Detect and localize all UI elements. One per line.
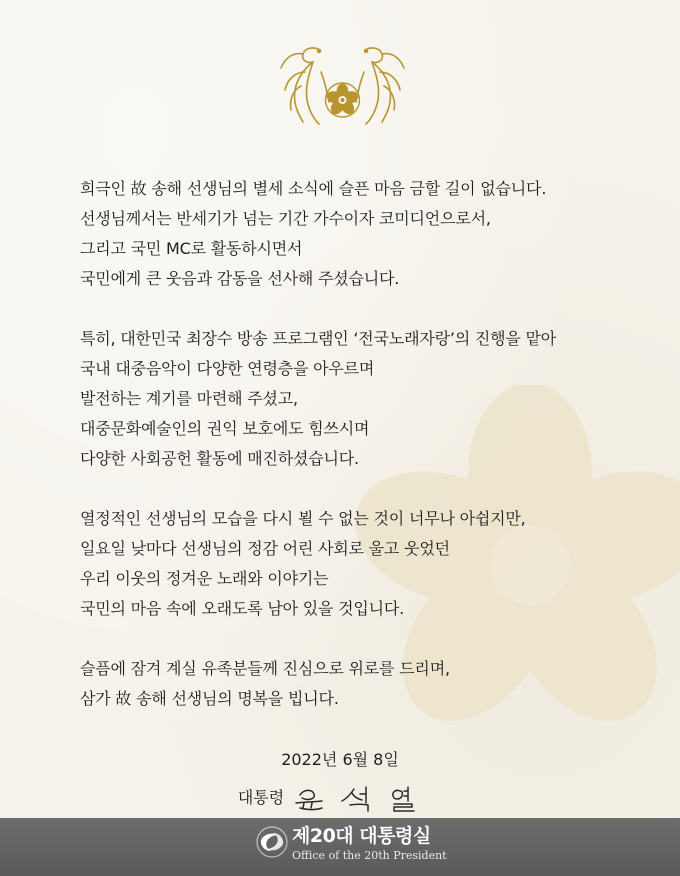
letter-line: 특히, 대한민국 최장수 방송 프로그램인 ‘전국노래자랑’의 진행을 맡아 <box>80 329 557 348</box>
letter-body <box>80 174 640 714</box>
paragraph-2 <box>80 324 640 474</box>
letter-line: 선생님께서는 반세기가 넘는 기간 가수이자 코미디언으로서, <box>80 209 491 228</box>
handwritten-signature <box>292 783 442 813</box>
footer-title: 제20대 대통령실 <box>292 825 431 847</box>
letter-line: 슬픔에 잠겨 계실 유족분들께 진심으로 위로를 드리며, <box>80 659 450 678</box>
letter-line: 국내 대중음악이 다양한 연령층을 아우르며 <box>80 359 375 378</box>
letter-date: 2022년 6월 8일 <box>281 750 399 769</box>
letter-line: 열정적인 선생님의 모습을 다시 뵐 수 없는 것이 너무나 아쉽지만, <box>80 509 526 528</box>
letter-line: 그리고 국민 MC로 활동하시면서 <box>80 239 303 258</box>
paragraph-1 <box>80 174 640 294</box>
signature-block <box>0 784 680 812</box>
letter-line: 다양한 사회공헌 활동에 매진하셨습니다. <box>80 449 359 468</box>
presidential-office-logo-icon <box>256 826 288 858</box>
paragraph-4 <box>80 654 640 714</box>
letter-line: 발전하는 계기를 마련해 주셨고, <box>80 389 298 408</box>
footer-subtitle: Office of the 20th President <box>292 849 447 862</box>
letter-line: 희극인 故 송해 선생님의 별세 소식에 슬픈 마음 금할 길이 없습니다. <box>80 179 547 198</box>
letter-line: 삼가 故 송해 선생님의 명복을 빕니다. <box>80 689 339 708</box>
letter-line: 국민의 마음 속에 오래도록 남아 있을 것입니다. <box>80 599 405 618</box>
paragraph-3 <box>80 504 640 624</box>
letter-line: 국민에게 큰 웃음과 감동을 선사해 주셨습니다. <box>80 269 400 288</box>
phoenix-emblem-icon <box>275 42 410 130</box>
footer-bar <box>0 818 680 876</box>
letter-line: 우리 이웃의 정겨운 노래와 이야기는 <box>80 569 329 588</box>
letter-line: 일요일 낮마다 선생님의 정감 어린 사회로 울고 웃었던 <box>80 539 450 558</box>
letter-line: 대중문화예술인의 권익 보호에도 힘쓰시며 <box>80 419 370 438</box>
signer-title: 대통령 <box>237 788 285 807</box>
